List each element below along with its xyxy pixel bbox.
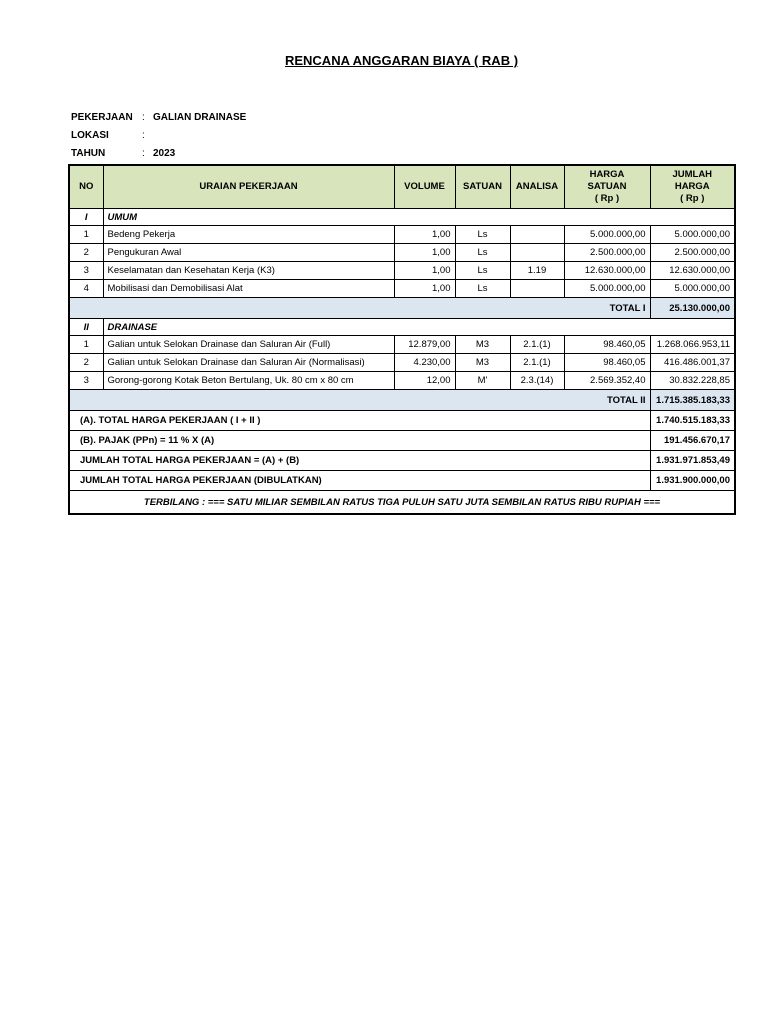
meta-value: 2023: [153, 147, 176, 159]
cell-jumlah: 12.630.000,00: [650, 262, 735, 280]
cell-uraian: Mobilisasi dan Demobilisasi Alat: [103, 280, 394, 298]
meta-colon: :: [142, 129, 145, 141]
meta-colon: :: [142, 111, 145, 123]
cell-volume: 1,00: [394, 262, 455, 280]
cell-volume: 1,00: [394, 226, 455, 244]
cell-analisa: [510, 226, 564, 244]
cell-harga: 2.500.000,00: [564, 244, 650, 262]
cell-no: 2: [69, 354, 103, 372]
cell-harga: 98.460,05: [564, 354, 650, 372]
cell-analisa: 1.19: [510, 262, 564, 280]
cell-analisa: 2.1.(1): [510, 354, 564, 372]
cell-satuan: Ls: [455, 280, 510, 298]
total-value: 25.130.000,00: [650, 298, 735, 319]
summary-row-b: [69, 431, 735, 451]
header-line: HARGA: [674, 181, 710, 192]
cell-no: 1: [69, 336, 103, 354]
cell-analisa: 2.3.(14): [510, 372, 564, 390]
cell-harga: 12.630.000,00: [564, 262, 650, 280]
meta-label: TAHUN: [71, 147, 106, 159]
header-harga-satuan: [564, 165, 650, 209]
rab-table: [68, 164, 736, 515]
cell-satuan: Ls: [455, 226, 510, 244]
cell-jumlah: 416.486.001,37: [650, 354, 735, 372]
cell-satuan: M3: [455, 336, 510, 354]
cell-analisa: [510, 280, 564, 298]
meta-colon: :: [142, 147, 145, 159]
table-row: [69, 244, 735, 262]
cell-harga: 5.000.000,00: [564, 226, 650, 244]
cell-uraian: Keselamatan dan Kesehatan Kerja (K3): [103, 262, 394, 280]
cell-no: 2: [69, 244, 103, 262]
document-title: RENCANA ANGGARAN BIAYA ( RAB ): [284, 53, 519, 68]
header-line: SATUAN: [587, 181, 627, 192]
project-meta: [71, 108, 246, 162]
summary-row-a: [69, 411, 735, 431]
cell-volume: 12,00: [394, 372, 455, 390]
summary-row-rounded: [69, 471, 735, 491]
header-line: HARGA: [589, 169, 625, 180]
summary-row-total: [69, 451, 735, 471]
meta-row-tahun: [71, 144, 246, 162]
table-header-row: [69, 165, 735, 209]
section-name: UMUM: [103, 209, 735, 226]
meta-label: LOKASI: [71, 129, 109, 141]
cell-harga: 2.569.352,40: [564, 372, 650, 390]
summary-value: 191.456.670,17: [650, 431, 735, 451]
terbilang-row: [69, 491, 735, 515]
cell-jumlah: 5.000.000,00: [650, 226, 735, 244]
cell-satuan: Ls: [455, 262, 510, 280]
cell-uraian: Galian untuk Selokan Drainase dan Saluran Air (Normalisasi): [103, 354, 394, 372]
summary-value: 1.931.900.000,00: [650, 471, 735, 491]
cell-volume: 4.230,00: [394, 354, 455, 372]
cell-no: 3: [69, 262, 103, 280]
summary-label: (A). TOTAL HARGA PEKERJAAN ( I + II ): [69, 411, 650, 431]
cell-no: 3: [69, 372, 103, 390]
summary-label: JUMLAH TOTAL HARGA PEKERJAAN = (A) + (B): [69, 451, 650, 471]
meta-row-lokasi: [71, 126, 246, 144]
cell-volume: 12.879,00: [394, 336, 455, 354]
section-name: DRAINASE: [103, 319, 735, 336]
total-row-ii: [69, 390, 735, 411]
header-volume: VOLUME: [394, 165, 455, 209]
cell-satuan: M': [455, 372, 510, 390]
summary-label: (B). PAJAK (PPn) = 11 % X (A): [69, 431, 650, 451]
cell-harga: 98.460,05: [564, 336, 650, 354]
cell-analisa: 2.1.(1): [510, 336, 564, 354]
summary-label: JUMLAH TOTAL HARGA PEKERJAAN (DIBULATKAN): [69, 471, 650, 491]
header-satuan: SATUAN: [455, 165, 510, 209]
header-jumlah-harga: [650, 165, 735, 209]
cell-satuan: M3: [455, 354, 510, 372]
cell-satuan: Ls: [455, 244, 510, 262]
section-row-umum: [69, 209, 735, 226]
summary-value: 1.740.515.183,33: [650, 411, 735, 431]
cell-jumlah: 2.500.000,00: [650, 244, 735, 262]
cell-no: 1: [69, 226, 103, 244]
cell-analisa: [510, 244, 564, 262]
summary-value: 1.931.971.853,49: [650, 451, 735, 471]
meta-value: GALIAN DRAINASE: [153, 111, 247, 123]
section-no: II: [69, 319, 103, 336]
table-row: [69, 354, 735, 372]
total-row-i: [69, 298, 735, 319]
table-row: [69, 262, 735, 280]
table-row: [69, 280, 735, 298]
cell-uraian: Bedeng Pekerja: [103, 226, 394, 244]
terbilang-text: TERBILANG : === SATU MILIAR SEMBILAN RATUS TIGA PULUH SATU JUTA SEMBILAN RATUS RIBU RUPIAH ===: [69, 491, 735, 515]
section-no: I: [69, 209, 103, 226]
header-analisa: ANALISA: [510, 165, 564, 209]
meta-label: PEKERJAAN: [71, 111, 133, 123]
cell-uraian: Pengukuran Awal: [103, 244, 394, 262]
cell-jumlah: 1.268.066.953,11: [650, 336, 735, 354]
table-row: [69, 372, 735, 390]
cell-jumlah: 30.832.228,85: [650, 372, 735, 390]
cell-uraian: Gorong-gorong Kotak Beton Bertulang, Uk. 80 cm x 80 cm: [103, 372, 394, 390]
cell-uraian: Galian untuk Selokan Drainase dan Saluran Air (Full): [103, 336, 394, 354]
section-row-drainase: [69, 319, 735, 336]
cell-no: 4: [69, 280, 103, 298]
total-label: TOTAL II: [69, 390, 650, 411]
cell-volume: 1,00: [394, 280, 455, 298]
header-no: NO: [69, 165, 103, 209]
table-row: [69, 336, 735, 354]
meta-row-pekerjaan: [71, 108, 246, 126]
cell-volume: 1,00: [394, 244, 455, 262]
header-line: ( Rp ): [680, 193, 705, 204]
header-uraian: URAIAN PEKERJAAN: [103, 165, 394, 209]
header-line: JUMLAH: [672, 169, 713, 180]
total-label: TOTAL I: [69, 298, 650, 319]
cell-jumlah: 5.000.000,00: [650, 280, 735, 298]
table-row: [69, 226, 735, 244]
header-line: ( Rp ): [594, 193, 620, 204]
cell-harga: 5.000.000,00: [564, 280, 650, 298]
total-value: 1.715.385.183,33: [650, 390, 735, 411]
